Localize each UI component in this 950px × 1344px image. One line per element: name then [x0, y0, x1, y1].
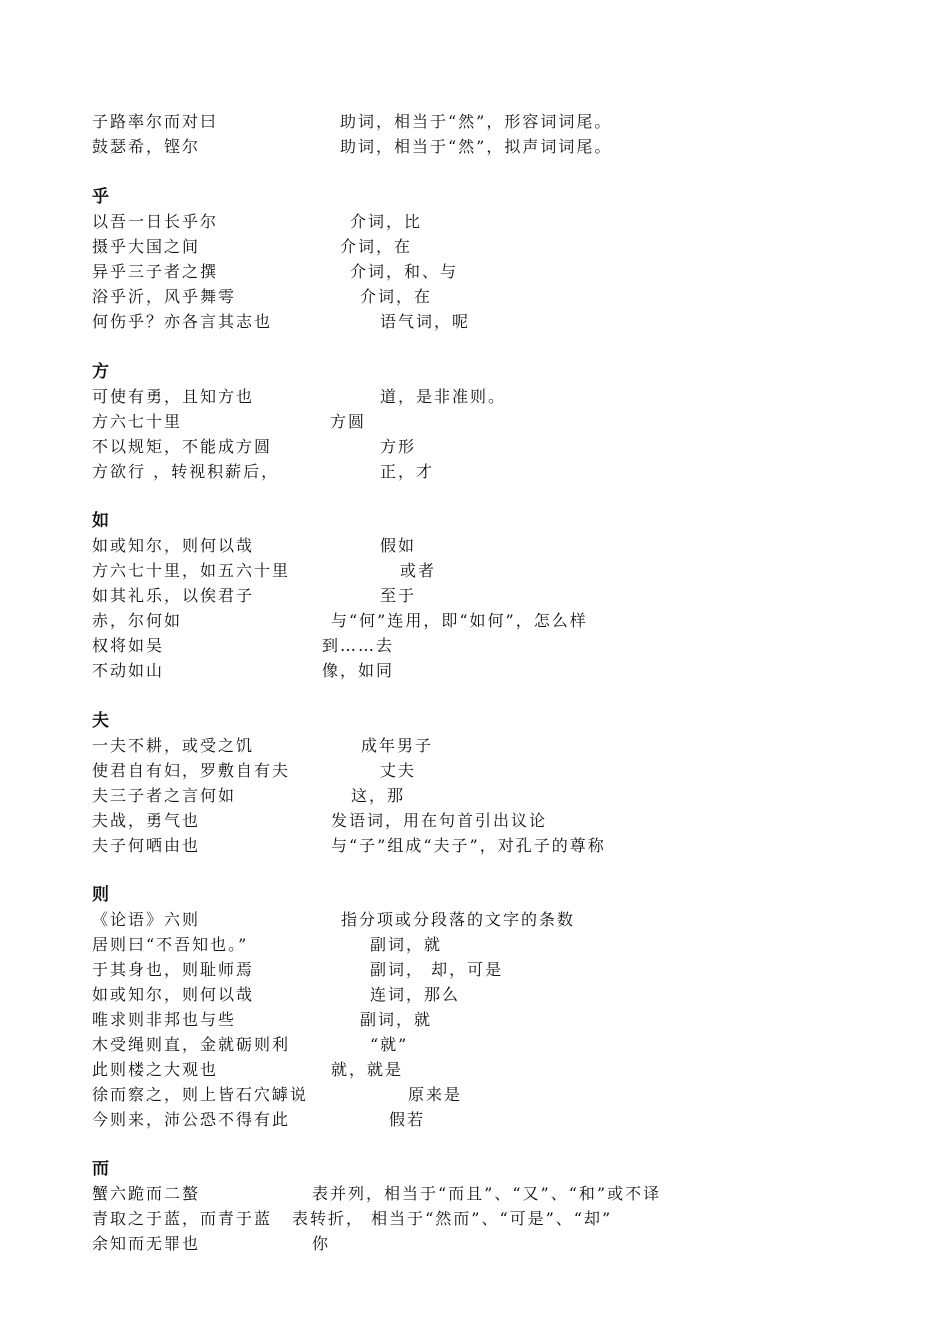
- meaning-text: “就”: [370, 1035, 409, 1054]
- meaning-text: 与“子”组成“夫子”，对孔子的尊称: [331, 836, 606, 855]
- meaning-text: 或者: [400, 561, 437, 580]
- meaning-text: 助词，相当于“然”，拟声词词尾。: [340, 137, 613, 156]
- example-text: 方欲行 ，转视积薪后，: [92, 462, 280, 481]
- example-text: 方六七十里: [92, 412, 183, 431]
- meaning-text: 至于: [380, 586, 417, 605]
- meaning-text: 道，是非准则。: [380, 387, 507, 406]
- section-heading: 乎: [92, 187, 109, 207]
- section-heading: 方: [92, 362, 109, 382]
- meaning-text: 表并列，相当于“而且”、“又”、“和”或不译: [312, 1184, 662, 1203]
- example-text: 此则楼之大观也: [92, 1060, 219, 1079]
- section-heading: 则: [92, 885, 109, 905]
- example-text: 权将如吴: [92, 636, 165, 655]
- meaning-text: 表转折， 相当于“然而”、“可是”、“却”: [292, 1209, 613, 1228]
- meaning-text: 连词，那么: [370, 985, 461, 1004]
- meaning-text: 介词，比: [350, 212, 423, 231]
- example-text: 夫三子者之言何如: [92, 786, 237, 805]
- section-heading: 夫: [92, 711, 109, 731]
- meaning-text: 副词，就: [360, 1010, 433, 1029]
- example-text: 如其礼乐，以俟君子: [92, 586, 255, 605]
- example-text: 赤，尔何如: [92, 611, 183, 630]
- example-text: 木受绳则直，金就砺则利: [92, 1035, 291, 1054]
- example-text: 蟹六跪而二螯: [92, 1184, 201, 1203]
- section-heading: 如: [92, 511, 109, 531]
- example-text: 鼓瑟希，铿尔: [92, 137, 201, 156]
- example-text: 徐而察之，则上皆石穴罅说: [92, 1085, 309, 1104]
- example-text: 浴乎沂，风乎舞雩: [92, 287, 237, 306]
- example-text: 夫子何哂由也: [92, 836, 201, 855]
- meaning-text: 方形: [380, 437, 417, 456]
- section-heading: 而: [92, 1159, 109, 1179]
- meaning-text: 介词，和、与: [350, 262, 459, 281]
- example-text: 方六七十里，如五六十里: [92, 561, 291, 580]
- example-text: 何伤乎？亦各言其志也: [92, 312, 273, 331]
- meaning-text: 你: [312, 1234, 331, 1253]
- example-text: 青取之于蓝，而青于蓝: [92, 1209, 273, 1228]
- example-text: 一夫不耕，或受之饥: [92, 736, 255, 755]
- example-text: 摄乎大国之间: [92, 237, 201, 256]
- meaning-text: 语气词，呢: [380, 312, 471, 331]
- example-text: 居则曰“不吾知也。”: [92, 935, 249, 954]
- meaning-text: 像，如同: [322, 661, 395, 680]
- meaning-text: 发语词，用在句首引出议论: [331, 811, 548, 830]
- example-text: 使君自有妇，罗敷自有夫: [92, 761, 291, 780]
- meaning-text: 副词，就: [370, 935, 443, 954]
- meaning-text: 到……去: [322, 636, 395, 655]
- meaning-text: 原来是: [408, 1085, 463, 1104]
- example-text: 如或知尔，则何以哉: [92, 536, 255, 555]
- meaning-text: 方圆: [330, 412, 367, 431]
- meaning-text: 假若: [389, 1110, 426, 1129]
- meaning-text: 指分项或分段落的文字的条数: [341, 910, 576, 929]
- example-text: 子路率尔而对曰: [92, 112, 219, 131]
- meaning-text: 助词，相当于“然”，形容词词尾。: [340, 112, 613, 131]
- meaning-text: 正，才: [380, 462, 435, 481]
- example-text: 可使有勇，且知方也: [92, 387, 255, 406]
- meaning-text: 就，就是: [331, 1060, 404, 1079]
- meaning-text: 假如: [380, 536, 417, 555]
- meaning-text: 成年男子: [361, 736, 434, 755]
- example-text: 今则来，沛公恐不得有此: [92, 1110, 291, 1129]
- example-text: 以吾一日长乎尔: [92, 212, 219, 231]
- meaning-text: 丈夫: [380, 761, 417, 780]
- example-text: 唯求则非邦也与些: [92, 1010, 237, 1029]
- example-text: 不以规矩，不能成方圆: [92, 437, 273, 456]
- example-text: 夫战，勇气也: [92, 811, 201, 830]
- meaning-text: 介词，在: [360, 287, 433, 306]
- meaning-text: 介词，在: [340, 237, 413, 256]
- meaning-text: 副词， 却，可是: [370, 960, 504, 979]
- meaning-text: 这，那: [351, 786, 406, 805]
- example-text: 《论语》六则: [92, 910, 201, 929]
- example-text: 如或知尔，则何以哉: [92, 985, 255, 1004]
- example-text: 余知而无罪也: [92, 1234, 201, 1253]
- example-text: 于其身也，则耻师焉: [92, 960, 255, 979]
- meaning-text: 与“何”连用，即“如何”，怎么样: [331, 611, 588, 630]
- example-text: 不动如山: [92, 661, 165, 680]
- example-text: 异乎三子者之撰: [92, 262, 219, 281]
